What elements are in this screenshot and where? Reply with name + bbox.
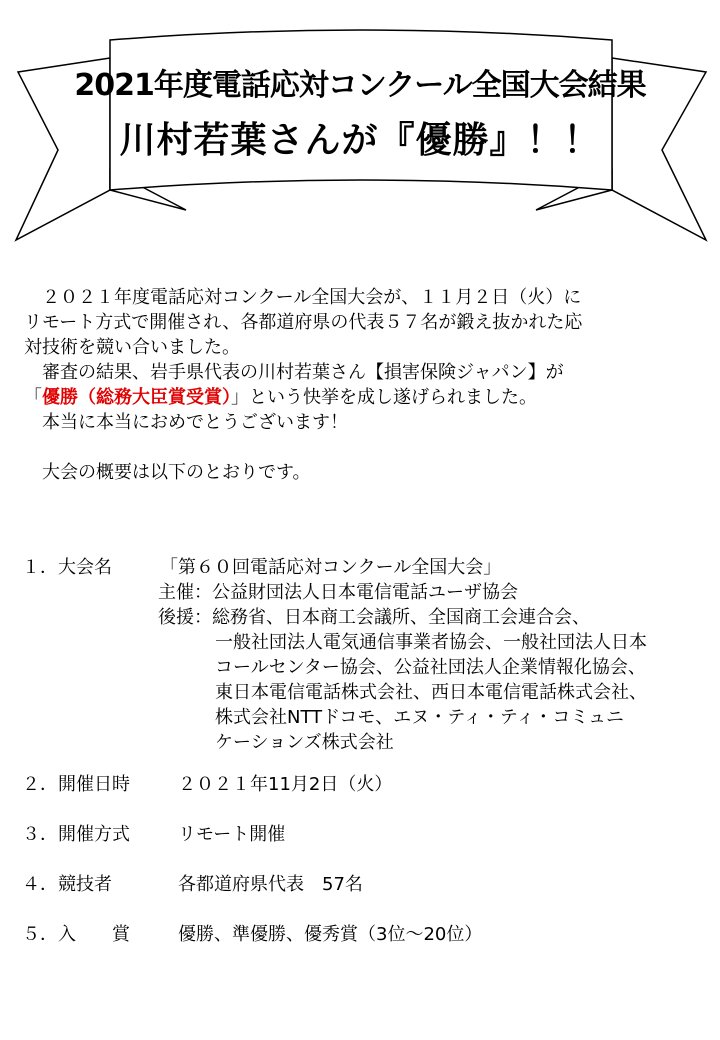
sponsor-line-2: 一般社団法人電気通信事業者協会、一般社団法人日本 xyxy=(215,632,647,653)
sponsor-line-5: 株式会社NTTドコモ、エヌ・ティ・ティ・コミュニ xyxy=(215,707,624,728)
banner-title-line1: 2021年度電話応対コンクール全国大会結果 xyxy=(74,68,646,103)
result-line-2 xyxy=(24,385,704,410)
organizer-line: 主催：公益財団法人日本電信電話ユーザ協会 xyxy=(158,582,518,603)
item-5-label: ５．入 賞 xyxy=(22,924,130,945)
item-4-label: ４．競技者 xyxy=(22,874,112,895)
sponsor-line-1: 後援：総務省、日本商工会議所、全国商工会連合会、 xyxy=(158,607,590,628)
sponsor-line-4: 東日本電信電話株式会社、西日本電信電話株式会社、 xyxy=(215,682,647,703)
congrats-line: 本当に本当におめでとうございます！ xyxy=(24,412,348,433)
item-2-label: ２．開催日時 xyxy=(22,774,130,795)
quote-open: 「 xyxy=(24,387,42,408)
result-line-1: 審査の結果、岩手県代表の川村若葉さん【損害保険ジャパン】が xyxy=(24,362,564,383)
sponsor-line-6: ケーションズ株式会社 xyxy=(215,732,394,753)
result-line-2-rest: 」という快挙を成し遂げられました。 xyxy=(231,387,537,408)
intro-line-3: 対技術を競い合いました。 xyxy=(24,337,240,358)
intro-line-2: リモート方式で開催され、各都道府県の代表５７名が鍛え抜かれた応 xyxy=(24,312,583,333)
ribbon-main-panel xyxy=(110,30,612,190)
intro-line-1: ２０２１年度電話応対コンクール全国大会が、１１月２日（火）に xyxy=(24,287,582,308)
item-2-value: ２０２１年11月2日（火） xyxy=(178,774,393,795)
banner-title-line2: 川村若葉さんが『優勝』！！ xyxy=(119,120,601,161)
award-highlight: 優勝（総務大臣賞受賞） xyxy=(42,387,231,408)
item-5-value: 優勝、準優勝、優秀賞（3位～20位） xyxy=(178,924,483,945)
sponsor-line-3: コールセンター協会、公益社団法人企業情報化協会、 xyxy=(215,657,646,678)
item-3-label: ３．開催方式 xyxy=(22,824,130,845)
item-4-value: 各都道府県代表 57名 xyxy=(178,874,363,895)
item-1-value: 「第６０回電話応対コンクール全国大会」 xyxy=(160,557,502,578)
item-3-value: リモート開催 xyxy=(178,824,286,845)
item-1-label: １．大会名 xyxy=(22,557,112,578)
overview-line: 大会の概要は以下のとおりです。 xyxy=(24,462,311,483)
